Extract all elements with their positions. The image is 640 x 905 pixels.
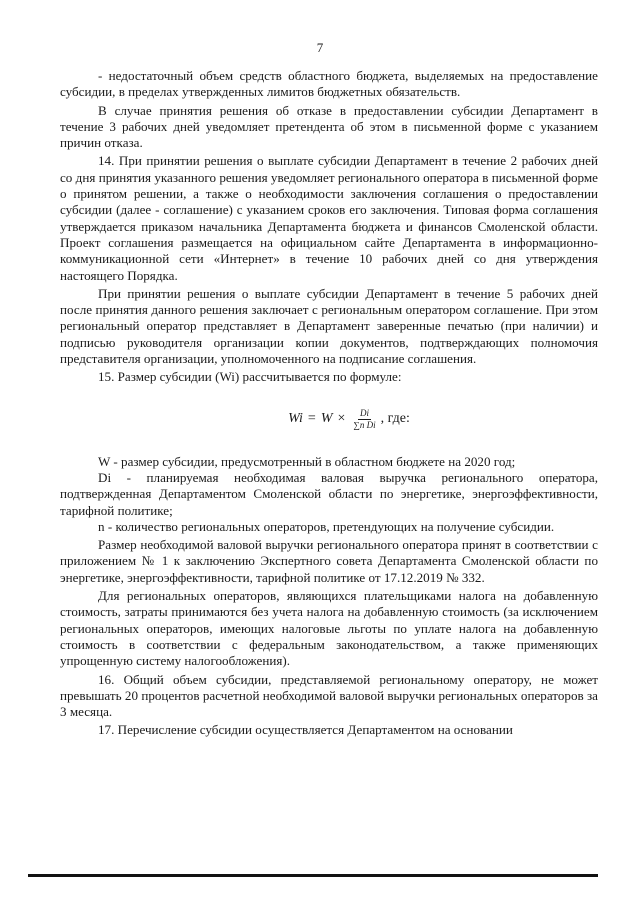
document-body (60, 68, 598, 739)
formula-w: W (320, 411, 333, 427)
definition-n: n - количество региональных операторов, претендующих на получение субсидии. (98, 518, 555, 534)
formula-lhs: Wi (288, 411, 303, 427)
formula-denominator: ∑n Di (353, 420, 376, 431)
paragraph-vat: Для региональных операторов, являющихся плательщиками налога на добавленную стоимость, затраты принимаются без учета налога на добавленную стоимость (за исключением региональных операторов, имеющих налоговые льготы по уплате налога на добавленную стоимость в соответствии с федеральным законодательством, а также применяющих упрощенную систему налогообложения). (60, 588, 598, 669)
paragraph-item-17: 17. Перечисление субсидии осуществляется Департаментом на основании (98, 722, 513, 738)
paragraph-item-14: 14. При принятии решения о выплате субсидии Департамент в течение 2 рабочих дней со дня принятия указанного решения уведомляет регионального оператора в письменной форме о принятом решении, а также о необходимости заключения соглашения о предоставлении субсидии (далее - соглашение) с указанием сроков его заключения. Типовая форма соглашения утверждается приказом начальника Департамента бюджета и финансов Смоленской области. Проект соглашения размещается на официальном сайте Департамента в информационно-коммуникационной сети «Интернет» в течение 10 рабочих дней со дня утверждения настоящего Порядка. (60, 153, 598, 283)
formula-equals: = (307, 411, 316, 427)
formula-fraction (352, 408, 376, 431)
paragraph-insufficient-funds: - недостаточный объем средств областного бюджета, выделяемых на предоставление субсидии, в пределах утвержденных лимитов бюджетных обязательств. (60, 68, 598, 100)
formula-tail: , где: (380, 411, 410, 427)
formula-numerator: Di (359, 408, 369, 419)
paragraph-agreement-conclusion: При принятии решения о выплате субсидии Департамент в течение 5 рабочих дней после принятия данного решения заключает с региональным оператором соглашение. При этом региональный оператор представляет в Департамент заверенные печатью (при наличии) и подписью руководителя организации копии документов, подтверждающих полномочия представителя организации, уполномоченного на подписание соглашения. (60, 285, 598, 367)
paragraph-item-15: 15. Размер субсидии (Wi) рассчитывается по формуле: (98, 369, 402, 385)
paragraph-item-16: 16. Общий объем субсидии, представляемой региональному оператору, не может превышать 20 процентов расчетной необходимой валовой выручки региональных операторов за 3 месяца. (60, 671, 598, 720)
paragraph-refusal-notice: В случае принятия решения об отказе в предоставлении субсидии Департамент в течение 3 рабочих дней уведомляет претендента об этом в письменной форме с указанием причин отказа. (60, 102, 598, 151)
bottom-rule (28, 874, 598, 877)
formula-times: × (337, 411, 346, 427)
subsidy-formula (100, 400, 598, 440)
paragraph-gross-revenue: Размер необходимой валовой выручки регионального оператора принят в соответствии с приложением № 1 к заключению Экспертного совета Департамента Смоленской области по энергетике, энергоэффективности, тарифной политике от 17.12.2019 № 332. (60, 537, 598, 585)
definition-di: Di - планируемая необходимая валовая выручка регионального оператора, подтвержденная Департаментом Смоленской области по энергетике, энергоэффективности, тарифной политике; (60, 469, 598, 518)
page-number: 7 (316, 40, 324, 55)
definition-w: W - размер субсидии, предусмотренный в областном бюджете на 2020 год; (98, 453, 516, 469)
